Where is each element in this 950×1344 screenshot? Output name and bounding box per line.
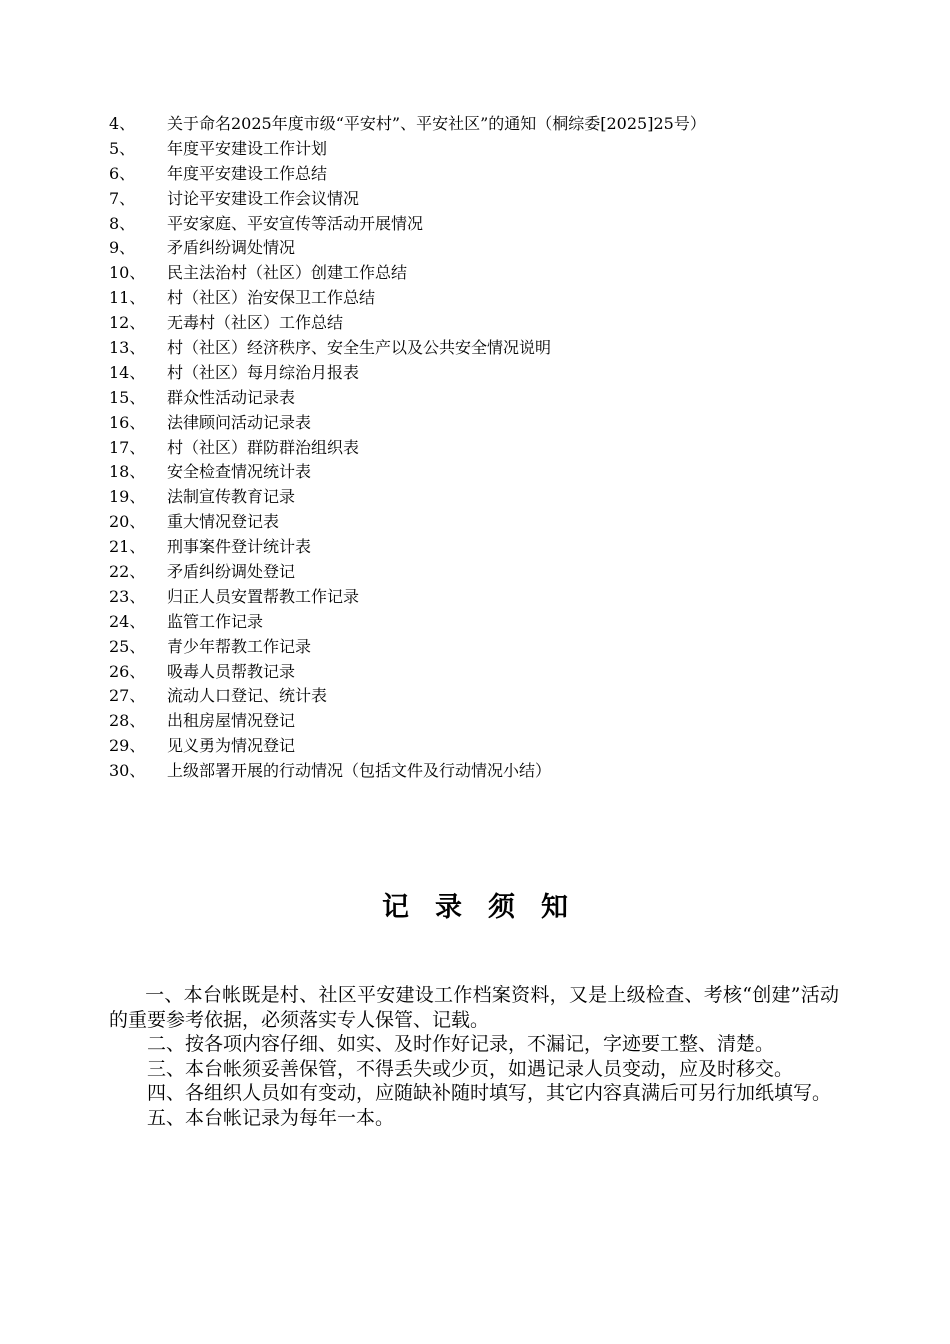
toc-item-number: 4、 xyxy=(109,114,136,133)
toc-item xyxy=(109,485,869,510)
toc-item xyxy=(109,311,869,336)
toc-item-text: 年度平安建设工作计划 xyxy=(167,138,328,158)
toc-item-text: 上级部署开展的行动情况（包括文件及行动情况小结） xyxy=(167,761,552,781)
toc-item xyxy=(109,162,869,187)
notice-title: 记录须知 xyxy=(382,892,594,923)
toc-item-text: 群众性活动记录表 xyxy=(167,387,296,407)
toc-item-number: 9、 xyxy=(109,238,136,258)
toc-item-number: 22、 xyxy=(109,562,146,582)
toc-item xyxy=(109,535,869,560)
toc-item-number: 13、 xyxy=(109,338,146,358)
toc-item-number: 19、 xyxy=(109,487,146,507)
toc-item-number: 18、 xyxy=(109,462,146,482)
toc-item-number: 30、 xyxy=(109,761,146,781)
toc-item-text: 刑事案件登计统计表 xyxy=(167,537,312,557)
toc-item-number: 8、 xyxy=(109,213,136,233)
toc-item-number: 25、 xyxy=(109,636,146,656)
toc-item xyxy=(109,112,869,137)
toc-item-number: 24、 xyxy=(109,611,146,631)
toc-item-text: 村（社区）治安保卫工作总结 xyxy=(167,288,376,308)
toc-item xyxy=(109,759,869,784)
toc-item-text: 讨论平安建设工作会议情况 xyxy=(167,188,360,208)
toc-item xyxy=(109,336,869,361)
toc-item xyxy=(109,585,869,610)
toc-item-text: 法律顾问活动记录表 xyxy=(167,412,312,432)
toc-item xyxy=(109,212,869,237)
toc-item-text: 年度平安建设工作总结 xyxy=(167,163,328,183)
toc-item-number: 28、 xyxy=(109,711,146,731)
toc-item-text: 矛盾纠纷调处情况 xyxy=(167,238,296,258)
notice-paragraph: 一、本台帐既是村、社区平安建设工作档案资料，又是上级检查、考核“创建”活动的重要参考依据，必须落实专人保管、记载。 xyxy=(109,984,839,1031)
toc-item-text: 平安家庭、平安宣传等活动开展情况 xyxy=(167,213,424,233)
toc-item-text: 关于命名2025年度市级“平安村”、平安社区”的通知（桐综委[2025]25号） xyxy=(167,114,706,133)
toc-item-number: 5、 xyxy=(109,138,136,158)
toc-item-text: 村（社区）每月综治月报表 xyxy=(167,362,360,382)
toc-item-number: 16、 xyxy=(109,412,146,432)
toc-item-text: 出租房屋情况登记 xyxy=(167,711,296,731)
toc-item-number: 15、 xyxy=(109,387,146,407)
toc-item-text: 民主法治村（社区）创建工作总结 xyxy=(167,263,408,283)
toc-item xyxy=(109,610,869,635)
notice-body xyxy=(109,983,839,1131)
toc-item xyxy=(109,734,869,759)
toc-item-text: 重大情况登记表 xyxy=(167,512,280,532)
toc-item-number: 7、 xyxy=(109,188,136,208)
toc-item xyxy=(109,187,869,212)
toc-item-text: 归正人员安置帮教工作记录 xyxy=(167,586,360,606)
toc-item xyxy=(109,709,869,734)
table-of-contents xyxy=(109,112,869,784)
toc-item-text: 青少年帮教工作记录 xyxy=(167,636,312,656)
toc-item xyxy=(109,660,869,685)
toc-item xyxy=(109,261,869,286)
toc-item-number: 20、 xyxy=(109,512,146,532)
toc-item xyxy=(109,386,869,411)
toc-item-number: 14、 xyxy=(109,362,146,382)
toc-item xyxy=(109,684,869,709)
toc-item-text: 见义勇为情况登记 xyxy=(167,736,296,756)
toc-item xyxy=(109,286,869,311)
toc-item-number: 26、 xyxy=(109,661,146,681)
notice-paragraph: 四、各组织人员如有变动，应随缺补随时填写，其它内容真满后可另行加纸填写。 xyxy=(147,1082,832,1105)
toc-item xyxy=(109,460,869,485)
toc-item xyxy=(109,436,869,461)
toc-item-text: 矛盾纠纷调处登记 xyxy=(167,562,296,582)
notice-paragraph: 三、本台帐须妥善保管，不得丢失或少页，如遇记录人员变动，应及时移交。 xyxy=(147,1057,794,1080)
toc-item-number: 27、 xyxy=(109,686,146,706)
toc-item xyxy=(109,137,869,162)
notice-paragraph: 二、按各项内容仔细、如实、及时作好记录，不漏记，字迹要工整、清楚。 xyxy=(147,1033,775,1056)
toc-item-text: 村（社区）经济秩序、安全生产以及公共安全情况说明 xyxy=(167,338,552,358)
toc-item-text: 流动人口登记、统计表 xyxy=(167,686,328,706)
toc-item xyxy=(109,635,869,660)
toc-item-number: 11、 xyxy=(109,288,146,308)
toc-item xyxy=(109,411,869,436)
toc-item xyxy=(109,510,869,535)
toc-item-number: 6、 xyxy=(109,163,136,183)
toc-item-number: 23、 xyxy=(109,586,146,606)
toc-item xyxy=(109,560,869,585)
toc-item-number: 29、 xyxy=(109,736,146,756)
toc-item-text: 法制宣传教育记录 xyxy=(167,487,296,507)
toc-item-number: 10、 xyxy=(109,263,146,283)
toc-item-number: 21、 xyxy=(109,537,146,557)
toc-item xyxy=(109,361,869,386)
toc-item-text: 吸毒人员帮教记录 xyxy=(167,661,296,681)
toc-item-text: 监管工作记录 xyxy=(167,611,264,631)
toc-item-number: 17、 xyxy=(109,437,146,457)
toc-item xyxy=(109,236,869,261)
notice-paragraph: 五、本台帐记录为每年一本。 xyxy=(147,1106,395,1129)
toc-item-text: 安全检查情况统计表 xyxy=(167,462,312,482)
toc-item-text: 村（社区）群防群治组织表 xyxy=(167,437,360,457)
toc-item-text: 无毒村（社区）工作总结 xyxy=(167,313,344,333)
toc-item-number: 12、 xyxy=(109,313,146,333)
